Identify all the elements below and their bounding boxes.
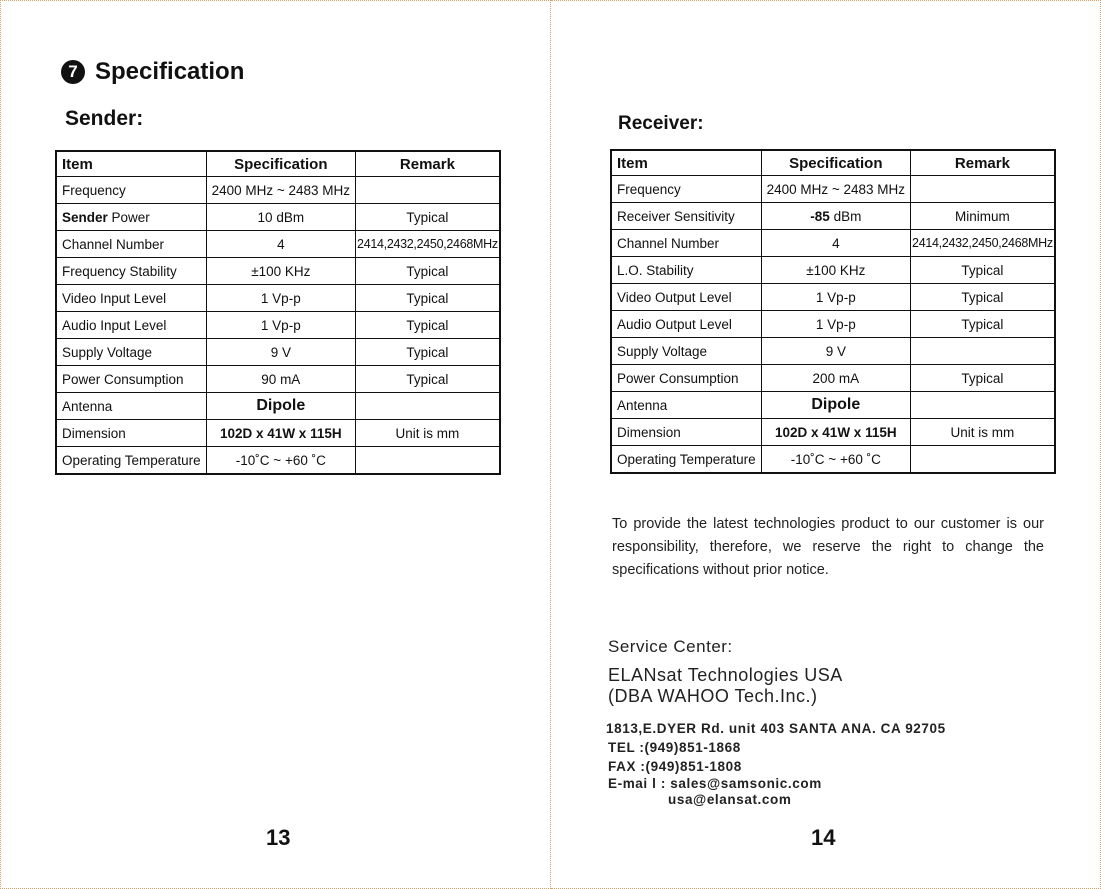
cell-item: [56, 312, 206, 339]
cell-item: [56, 447, 206, 475]
cell-spec-text: 9 V: [270, 344, 291, 360]
cell-spec-text: 90 mA: [261, 371, 301, 387]
cell-item: [611, 419, 761, 446]
cell-remark: Typical: [356, 258, 500, 285]
cell-specification: [761, 284, 910, 311]
table-row: [56, 366, 500, 393]
cell-item: [611, 365, 761, 392]
column-header-remark: Remark: [911, 150, 1055, 176]
page-number: 13: [266, 825, 291, 850]
cell-item: [56, 204, 206, 231]
cell-item: [611, 446, 761, 474]
table-row: [56, 285, 500, 312]
cell-specification: [206, 339, 355, 366]
table-row: [56, 447, 500, 475]
cell-remark: [911, 446, 1055, 474]
cell-item: [611, 392, 761, 419]
table-row: [56, 231, 500, 258]
cell-specification: [206, 393, 355, 420]
cell-item-text: Frequency: [617, 181, 681, 197]
company-line-2: (DBA WAHOO Tech.Inc.): [608, 686, 818, 706]
cell-item: [611, 230, 761, 257]
address: 1813,E.DYER Rd. unit 403 SANTA ANA. CA 92705: [606, 721, 946, 736]
column-header-specification: Specification: [761, 150, 910, 176]
telephone: TEL :(949)851-1868: [608, 740, 741, 755]
cell-remark: [911, 176, 1055, 203]
cell-specification: [761, 203, 910, 230]
table-header-row: [56, 151, 500, 177]
cell-remark: Typical: [356, 285, 500, 312]
cell-spec-text: 200 mA: [812, 370, 860, 386]
cell-item-text: Operating Temperature: [62, 452, 201, 468]
table-row: [56, 420, 500, 447]
cell-spec-text: 10 dBm: [257, 209, 305, 225]
cell-spec-text: 1 Vp-p: [815, 316, 856, 332]
cell-spec-text: 4: [832, 235, 840, 251]
cell-remark: Typical: [911, 365, 1055, 392]
cell-item-text: Receiver Sensitivity: [617, 208, 735, 224]
cell-item-text: Supply Voltage: [617, 343, 708, 359]
cell-spec-text: 2400 MHz ~ 2483 MHz: [211, 182, 351, 198]
table-row: [611, 365, 1055, 392]
cell-specification: [206, 447, 355, 475]
cell-spec-text: 4: [277, 236, 285, 252]
cell-item: [56, 177, 206, 204]
cell-specification: [761, 446, 910, 474]
cell-item: [56, 231, 206, 258]
cell-specification: [206, 177, 355, 204]
fax: FAX :(949)851-1808: [608, 759, 742, 774]
cell-remark: Typical: [356, 204, 500, 231]
cell-spec-text: 1 Vp-p: [260, 317, 301, 333]
cell-specification: [761, 338, 910, 365]
cell-item-text: Power Consumption: [617, 370, 739, 386]
cell-remark: Typical: [356, 339, 500, 366]
cell-item: [56, 339, 206, 366]
cell-specification: [206, 312, 355, 339]
cell-remark: [356, 177, 500, 204]
cell-remark: Minimum: [911, 203, 1055, 230]
cell-item: [56, 393, 206, 420]
cell-specification: [761, 365, 910, 392]
cell-item-text: Power Consumption: [62, 371, 184, 387]
cell-item: [56, 420, 206, 447]
cell-spec-text: 1 Vp-p: [815, 289, 856, 305]
cell-remark: 2414,2432,2450,2468MHz: [911, 230, 1055, 257]
table-row: [56, 204, 500, 231]
cell-spec-bold: -85: [810, 208, 830, 224]
cell-spec-text: ±100 KHz: [806, 262, 866, 278]
table-row: [611, 176, 1055, 203]
cell-item-text: Antenna: [62, 398, 113, 414]
cell-specification: [206, 366, 355, 393]
cell-specification: [206, 231, 355, 258]
table-row: [611, 392, 1055, 419]
cell-item-text: Channel Number: [62, 236, 165, 252]
table-header-row: [611, 150, 1055, 176]
cell-item: [56, 285, 206, 312]
column-header-item: Item: [56, 151, 206, 177]
receiver-spec-table: [610, 149, 1056, 474]
cell-item-text: Video Input Level: [62, 290, 167, 306]
cell-spec-text: dBm: [829, 208, 862, 224]
cell-remark: Typical: [911, 311, 1055, 338]
cell-item-text: Frequency: [62, 182, 126, 198]
cell-remark: Unit is mm: [356, 420, 500, 447]
cell-item-text: Audio Input Level: [62, 317, 167, 333]
cell-item: [611, 311, 761, 338]
cell-item-bold: Sender: [62, 209, 108, 225]
cell-item: [611, 176, 761, 203]
cell-item: [611, 203, 761, 230]
page-number: 14: [811, 825, 836, 850]
cell-item: [56, 366, 206, 393]
cell-item-text: Power: [107, 209, 150, 225]
cell-spec-text: Dipole: [811, 396, 861, 413]
cell-item-text: Dimension: [62, 425, 126, 441]
cell-remark: Typical: [911, 257, 1055, 284]
table-row: [611, 284, 1055, 311]
sender-title-colon: :: [136, 107, 144, 130]
cell-remark: Typical: [356, 366, 500, 393]
email-sales: E-mai l : sales@samsonic.com: [608, 776, 822, 791]
sender-title-text: Sender: [65, 107, 137, 130]
table-row: [611, 338, 1055, 365]
receiver-title: Receiver:: [618, 113, 704, 134]
column-header-item: Item: [611, 150, 761, 176]
cell-item-text: Frequency Stability: [62, 263, 177, 279]
sender-title: [65, 107, 143, 131]
cell-remark: [911, 338, 1055, 365]
cell-item: [611, 338, 761, 365]
cell-remark: 2414,2432,2450,2468MHz: [356, 231, 500, 258]
cell-specification: [206, 258, 355, 285]
cell-specification: [206, 420, 355, 447]
email-usa: usa@elansat.com: [668, 792, 792, 807]
cell-item-text: Audio Output Level: [617, 316, 732, 332]
table-row: [611, 446, 1055, 474]
change-notice: To provide the latest technologies product to our customer is our responsibility, therefore, we reserve the right to change the specifications without prior notice.: [612, 516, 1044, 578]
cell-spec-text: 9 V: [825, 343, 846, 359]
table-row: [611, 230, 1055, 257]
company-line-1: ELANsat Technologies USA: [608, 665, 843, 685]
cell-spec-text: -10˚C ~ +60 ˚C: [790, 451, 881, 467]
table-row: [56, 258, 500, 285]
cell-spec-text: 1 Vp-p: [260, 290, 301, 306]
cell-remark: Unit is mm: [911, 419, 1055, 446]
heading-text: Specification: [95, 58, 245, 85]
company-name: [608, 665, 843, 707]
cell-spec-text: ±100 KHz: [251, 263, 311, 279]
table-row: [611, 311, 1055, 338]
cell-spec-text: Dipole: [256, 397, 306, 414]
column-header-remark: Remark: [356, 151, 500, 177]
cell-specification: [761, 311, 910, 338]
cell-remark: [911, 392, 1055, 419]
cell-item: [56, 258, 206, 285]
cell-specification: [761, 176, 910, 203]
table-row: [611, 257, 1055, 284]
sender-spec-table: [55, 150, 501, 475]
cell-remark: [356, 447, 500, 475]
cell-spec-text: 102D x 41W x 115H: [775, 424, 897, 440]
cell-remark: Typical: [911, 284, 1055, 311]
service-center-title: Service Center:: [608, 637, 733, 656]
cell-specification: [761, 230, 910, 257]
cell-remark: [356, 393, 500, 420]
cell-item-text: Channel Number: [617, 235, 720, 251]
table-row: [56, 393, 500, 420]
specification-heading: [61, 58, 244, 86]
table-row: [611, 419, 1055, 446]
cell-item-text: Dimension: [617, 424, 681, 440]
table-row: [56, 339, 500, 366]
sender-table-body: [56, 177, 500, 475]
cell-item-text: Operating Temperature: [617, 451, 756, 467]
cell-specification: [761, 419, 910, 446]
cell-item: [611, 284, 761, 311]
receiver-table-body: [611, 176, 1055, 474]
cell-item-text: Video Output Level: [617, 289, 732, 305]
cell-spec-text: 102D x 41W x 115H: [220, 425, 342, 441]
cell-spec-text: -10˚C ~ +60 ˚C: [235, 452, 326, 468]
cell-item: [611, 257, 761, 284]
table-row: [611, 203, 1055, 230]
cell-item-text: Antenna: [617, 397, 668, 413]
column-header-specification: Specification: [206, 151, 355, 177]
cell-item-text: Supply Voltage: [62, 344, 153, 360]
right-page: [551, 0, 1101, 889]
table-row: [56, 312, 500, 339]
cell-item-text: L.O. Stability: [617, 262, 694, 278]
cell-specification: [206, 204, 355, 231]
cell-spec-text: 2400 MHz ~ 2483 MHz: [766, 181, 906, 197]
section-number-badge: 7: [61, 60, 85, 84]
cell-specification: [761, 257, 910, 284]
table-row: [56, 177, 500, 204]
cell-specification: [206, 285, 355, 312]
cell-specification: [761, 392, 910, 419]
cell-remark: Typical: [356, 312, 500, 339]
